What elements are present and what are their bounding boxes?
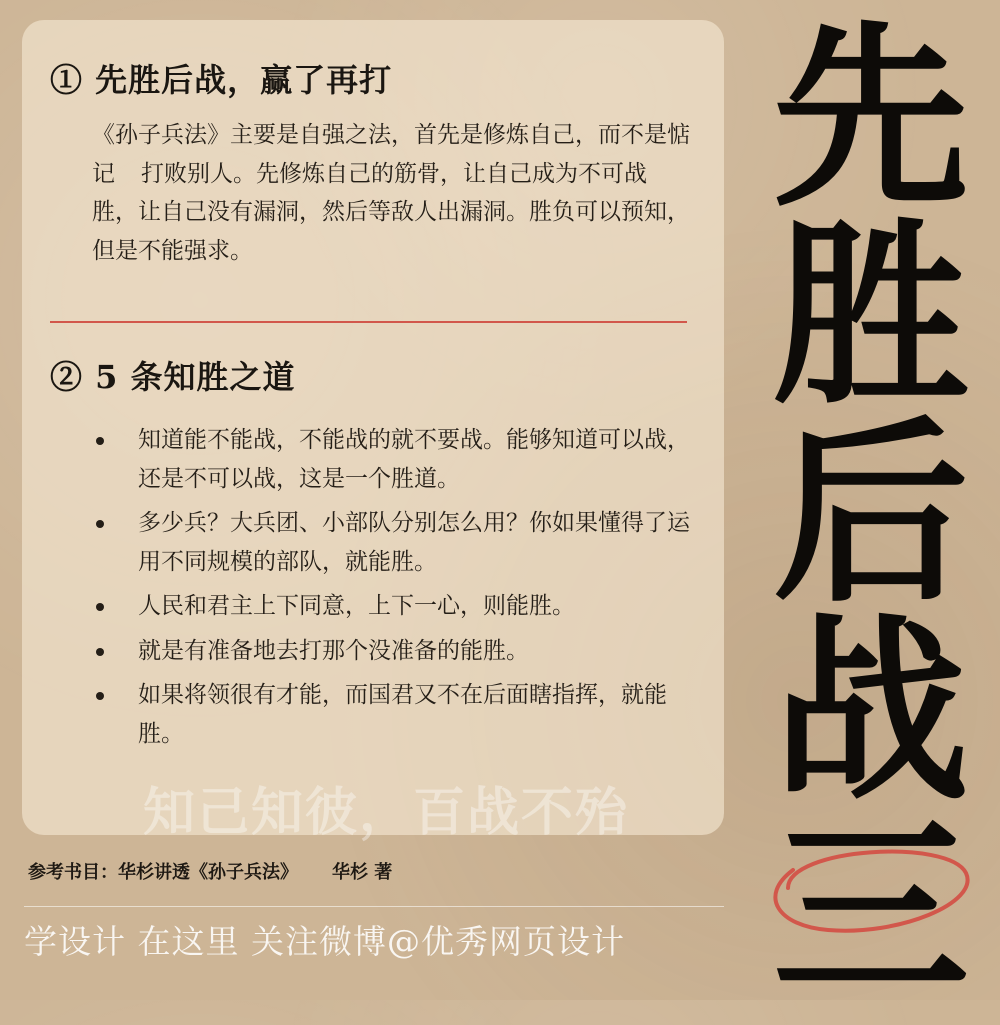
- list-item: [92, 587, 692, 626]
- bullet-dot-icon: [96, 603, 104, 611]
- bullet-dot-icon: [96, 692, 104, 700]
- list-item-text: 如果将领很有才能，而国君又不在后面瞎指挥，就能胜。: [138, 682, 667, 747]
- list-item-text: 人民和君主上下同意，上下一心，则能胜。: [138, 593, 575, 619]
- victory-list: [92, 421, 692, 759]
- title-char: 战: [772, 597, 969, 827]
- list-item: [92, 421, 692, 498]
- reference-author: 华杉 著: [332, 862, 393, 883]
- bullet-dot-icon: [96, 648, 104, 656]
- footer-divider: [24, 906, 724, 907]
- section-1-paragraph-part-a: 《孙子兵法》主要是自强之法，首先是修炼自己，而不是惦记: [92, 122, 690, 187]
- list-item-text: 就是有准备地去打那个没准备的能胜。: [138, 637, 529, 664]
- section-1-heading: ① 先胜后战，赢了再打: [50, 61, 393, 99]
- watermark-quote: 知己知彼，百战不殆: [143, 782, 630, 843]
- section-2-heading: ② 5 条知胜之道: [50, 358, 296, 396]
- title-char: 先: [772, 3, 969, 233]
- section-divider: [50, 321, 687, 323]
- footer-promo: 学设计 在这里 关注微博@优秀网页设计: [24, 922, 625, 961]
- reference-line: [28, 858, 392, 884]
- title-char: 后: [772, 399, 969, 629]
- red-circle-mark-icon: [748, 818, 988, 958]
- section-1-paragraph: [92, 116, 692, 270]
- list-item: [92, 676, 692, 753]
- title-char: 胜: [772, 201, 969, 431]
- list-item-text: 知道能不能战，不能战的就不要战。能够知道可以战，还是不可以战，这是一个胜道。: [138, 427, 690, 492]
- list-item: [92, 504, 692, 581]
- reference-book: 参考书目：华杉讲透《孙子兵法》: [28, 862, 298, 883]
- list-item-text: 多少兵？大兵团、小部队分别怎么用？你如果懂得了运用不同规模的部队，就能胜。: [138, 510, 690, 575]
- bullet-dot-icon: [96, 437, 104, 445]
- bullet-dot-icon: [96, 520, 104, 528]
- title-char: 三: [772, 795, 969, 1025]
- section-1-paragraph-part-b: 打败别人。先修炼自己的筋骨，让自己成为不可战胜，让自己没有漏洞，然后等敌人出漏洞。胜负可以预知，但是不能强求。: [92, 160, 690, 264]
- list-item: [92, 632, 692, 671]
